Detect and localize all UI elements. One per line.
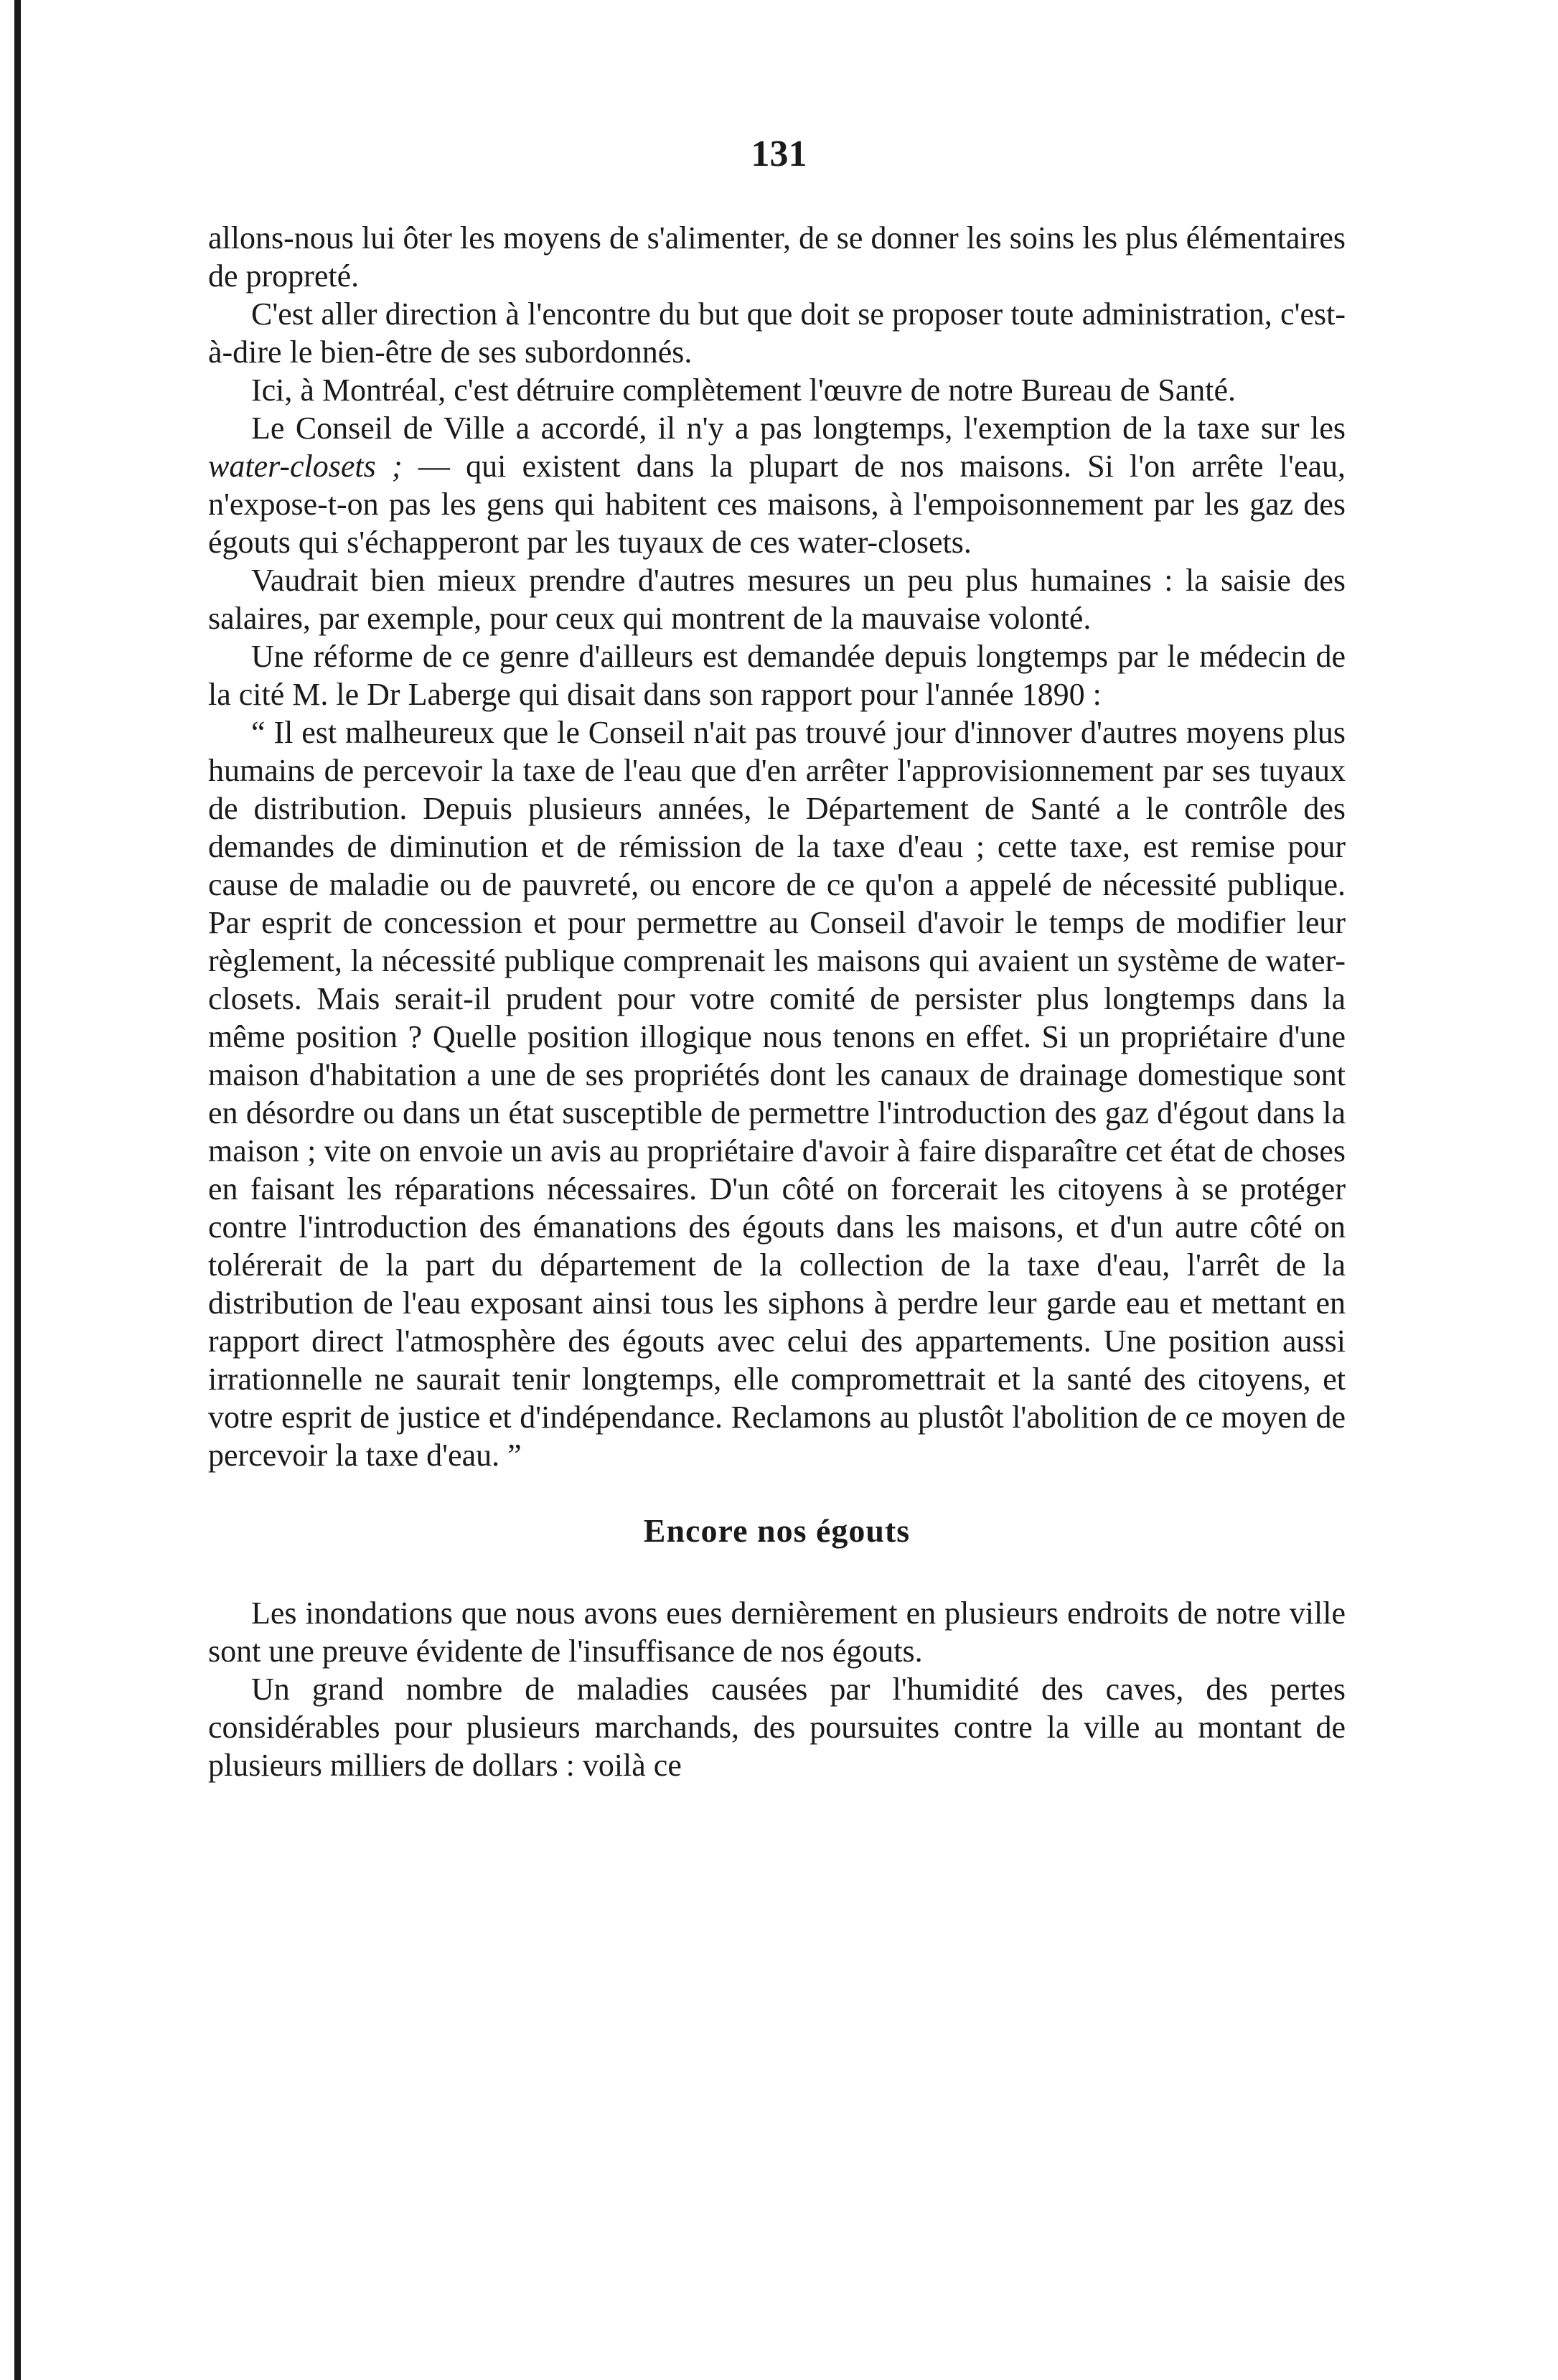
quoted-report: “ Il est malheureux que le Conseil n'ait pas trouvé jour d'innover d'autres moyens plus humains de percevoir la taxe de l'eau que d'en arrêter l'approvisionnement par ses tuyaux de distribution. Depuis plusieurs années, le Département de Santé a le contrôle des demandes de diminution et de rémission de la taxe d'eau ; cette taxe, est remise pour cause de maladie ou de pauvreté, ou encore de ce qu'on a appelé de nécessité publique. Par esprit de concession et pour permettre au Conseil d'avoir le temps de modifier leur règlement, la nécessité publique comprenait les maisons qui avaient un système de water-closets. Mais serait-il prudent pour votre comité de persister plus longtemps dans la même position ? Quelle position illogique nous tenons en effet. Si un propriétaire d'une maison d'habitation a une de ses propriétés dont les canaux de drainage domestique sont en désordre ou dans un état susceptible de permettre l'introduction des gaz d'égout dans la maison ; vite on envoie un avis au propriétaire d'avoir à faire disparaître cet état de choses en faisant les réparations nécessaires. D'un côté on forcerait les citoyens à se protéger contre l'introduction des émanations des égouts dans les maisons, et d'un autre côté on tolérerait de la part du département de la collection de la taxe d'eau, l'arrêt de la distribution de l'eau exposant ainsi tous les siphons à perdre leur garde eau et mettant en rapport direct l'atmosphère des égouts avec celui des appartements. Une position aussi irrationnelle ne saurait tenir longtemps, elle compromettrait et la santé des citoyens, et votre esprit de justice et d'indépendance. Reclamons au plustôt l'abolition de ce moyen de percevoir la taxe d'eau. ” bbox=[208, 715, 1346, 1473]
page-number: 131 bbox=[751, 133, 807, 174]
paragraph: Une réforme de ce genre d'ailleurs est demandée depuis longtemps par le médecin de la cité M. le Dr Laberge qui disait dans son rapport pour l'année 1890 : bbox=[208, 639, 1346, 712]
page-body bbox=[208, 219, 1346, 1784]
paragraph: Ici, à Montréal, c'est détruire complètement l'œuvre de notre Bureau de Santé. bbox=[251, 373, 1236, 408]
paragraph-continuation: allons-nous lui ôter les moyens de s'alimenter, de se donner les soins les plus élémentaires de propreté. bbox=[208, 220, 1346, 294]
paragraph-text: Le Conseil de Ville a accordé, il n'y a pas longtemps, l'exemption de la taxe sur les bbox=[251, 411, 1346, 446]
emphasis-term: water-closets ; bbox=[208, 449, 403, 484]
paragraph-water-closets bbox=[208, 409, 1346, 561]
paragraph: Les inondations que nous avons eues dernièrement en plusieurs endroits de notre ville sont une preuve évidente de l'insuffisance de nos égouts. bbox=[208, 1596, 1346, 1669]
paragraph-text: — qui existent dans la plupart de nos maisons. Si l'on arrête l'eau, n'expose-t-on pas les gens qui habitent ces maisons, à l'empoisonnement par les gaz des égouts qui s'échapperont par les tuyaux de ces water-closets. bbox=[208, 449, 1346, 560]
page-scan-edge bbox=[14, 0, 21, 2380]
section-heading: Encore nos égouts bbox=[643, 1512, 911, 1549]
paragraph: Vaudrait bien mieux prendre d'autres mesures un peu plus humaines : la saisie des salaires, par exemple, pour ceux qui montrent de la mauvaise volonté. bbox=[208, 563, 1346, 636]
paragraph: C'est aller direction à l'encontre du but que doit se proposer toute administration, c'est-à-dire le bien-être de ses subordonnés. bbox=[208, 296, 1346, 370]
paragraph: Un grand nombre de maladies causées par l'humidité des caves, des pertes considérables pour plusieurs marchands, des poursuites contre la ville au montant de plusieurs milliers de dollars : voilà ce bbox=[208, 1672, 1346, 1783]
